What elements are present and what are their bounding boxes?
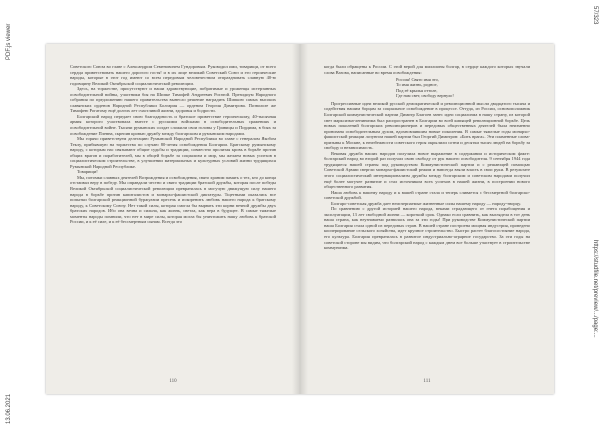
page-number: 110 [169,379,177,384]
paragraph: Товарищи! [77,169,98,175]
paragraph: Советского Союза во главе с Александром Семеновичем Гундоровым. Руководил ими, товарищи, от всего сердца приветствовать нашего дорогого гостя! и в их лице великий Советский Союз и его героические народы, которые в этот год имеют со всем передовым человечеством отпраздновать славную 40-ю годовщину Великой Октябрьской социалистической революции. [70,64,276,86]
verse-line: Под её крылья оттоле, [396,87,438,93]
page-counter-label: 57/323 [592,6,598,25]
verse-line: То имя жизнь, родное, [396,82,438,88]
paragraph: Болгаро-советская дружба дает неисчерпаемые жизненные силы нашему народу — народу-творцу. [331,200,521,206]
verse-line: Где нам свет, свободу вернуло! [396,92,454,98]
viewer-title-label: PDF.js viewer [6,23,12,60]
paragraph: Мы горячо приветствуем делегацию Румынской Народной Республики во главе с генералом Якобом Теклу, прибывшую на торжества по случаю 80-летия освобождения Болгарии. Братскому румынскому народу, с которым нас связывают общие судьбы и традиции, совместно пролитая кровь в борьбе против общих врагов и поработителей, мы в общей борьбе за социализм и мир, мы желаем новых успехов в социалистическом строительстве, в улучшении материальных и культурных условий жизни трудящихся Румынской Народной Республике. [70,136,276,169]
date-label: 13.06.2021 [6,393,12,424]
left-page [46,44,300,394]
left-page-text [70,64,276,225]
paragraph: По сравнению с другой историей нашего народа, веками страдающего от гнета порабощения и эксплуатации, 13 лет свободной жизни — короткий срок. Однако если сравнить, как выглядела в тот день наша страна, как неузнаваемо развилась она за эти годы! При руководстве Коммунистической партии наша Болгария стала одной из передовых стран. В нашей стране построена мощная индустрия, проведено кооперирование сельского хозяйства, идет крупное строительство. Быстро растет благосостояние народа, его культура. Болгария превратилась в развитое индустриально-аграрное государство. За эти годы на советской стороне мы видим, что болгарский народ с каждым днем все больше участвует в строительстве коммунизма. [324,206,530,251]
paragraph: Здесь, на торжестве, присутствуют и наши здравствующие, побратимые и уроженцы истерзанных освободительной войны, участники боя на Шипке Тимофей Андреевич Рогатой. Президиум Народного собрания по предложению нашего правительства вынесло решение наградить Шипкою самых высоких славянских орденов Народной Республики Болгария — орденом Георгия Димитрова. Позвольте же Тимофею Рогатому ещё долгих лет счастливой жизни, здоровья и бодрости. [70,86,276,114]
right-page-text [324,64,530,251]
paragraph: когда были обращены к России. С этой верой для миллионы болгар, в сердце каждого которых звучали слова Вазова, написанные во время освобождения: [324,64,530,75]
verse-line: Россия! Свято имя это, [396,77,439,83]
paragraph: Наша любовь к вашему народу и к вашей стране стала и теперь сливается с бессмертной болгарско-советской дружбой. [324,189,530,201]
paragraph: Болгарский народ передает свою благодарность и братское приветствие героическому, 40-тысячная армия которого участвовала вместе с русскими войсками в освободительных сражениях и освободительной войне. Тысячи румынских солдат сложили свои головы у Гривицы и Пордима, в боях за освобождение Плевна, скрепив кровью дружбу между болгарским и румынским народами. [70,113,276,136]
page-number: 111 [423,379,431,384]
paragraph: Прогрессивные идеи великой русской демократической и революционной мысли двадцатого тысяча и содействия нашим борцам за социальное освобождение в процессе. Оттуда, из России, основоположник Болгарской коммунистической партии Димитр Благоев занес идеи социализма в нашу страну, из которой свет марксизма-ленинизма был распространен в Болгарии во всей кипящей революционной борьбе. Цель новых поколений болгарских революционеров и передовых общественных деятелей была неизменно пронизана освободительным духом, вдохновлявшим новые поколения. В самые тяжелые годы монархо-фашистской реакции лозунгом нашей партии был Георгий Димитров: «Бить врага». Эти пламенные слова-призывы к Москве, к неизбежности советского героя окрылили сотни и десятки тысяч людей на борьбу за свободу и независимость. [324,100,530,151]
paragraph: Вековая дружба наших народов получила новое выражение в содержании и историческом факте: болгарский народ во второй раз получил свою свободу от рук нашего освободителя. 9 сентября 1944 года трудящиеся нашей страны под руководством Коммунистической партии и с решающей помощью Советской Армии свергли монархо-фашистский режим и навсегда взяли власть в свои руки. В результате этого социалистический интернационализм дружбы между болгарским и советским народами получил ещё более могучее развитие и стал источником всех успехов в нашей жизни, в построении нового общественного развития. [324,150,530,190]
paragraph: Мы, потомки славных деятелей Возрождения и освобождения, свято храним память о тех, кто до конца отстаивал веру в победу. Мы оправдали честно и свято традиции братской дружбы, которая после победы Великой Октябрьской социалистической революции превратилась в могучую движущую силу нашего народа в борьбе против капиталистов и монархо-фашистской диктатуры. Тщетными оказались все попытки болгарской реакционной буржуазии пресечь и искоренить любовь нашего народа к братскому народу, к Советскому Союзу. Нет такой силы, которая смогла бы вырвать эти корни вечной дружбы двух братских народов. Ибо она вечна и сильна, как жизнь, светла, как вера в будущее. В самые тяжелые моменты народы помнили, что нет в мире силы, которая могла бы уничтожить нашу любовь к братской России, и к её силе, и к её бессмертным сынам. Всегда это [70,174,276,225]
poem-quote [396,77,530,98]
book-spread [46,44,554,394]
source-url-label[interactable]: https://studfile.net/preview/.../page:... [592,240,598,338]
book-gutter [292,44,308,394]
right-page [300,44,554,394]
